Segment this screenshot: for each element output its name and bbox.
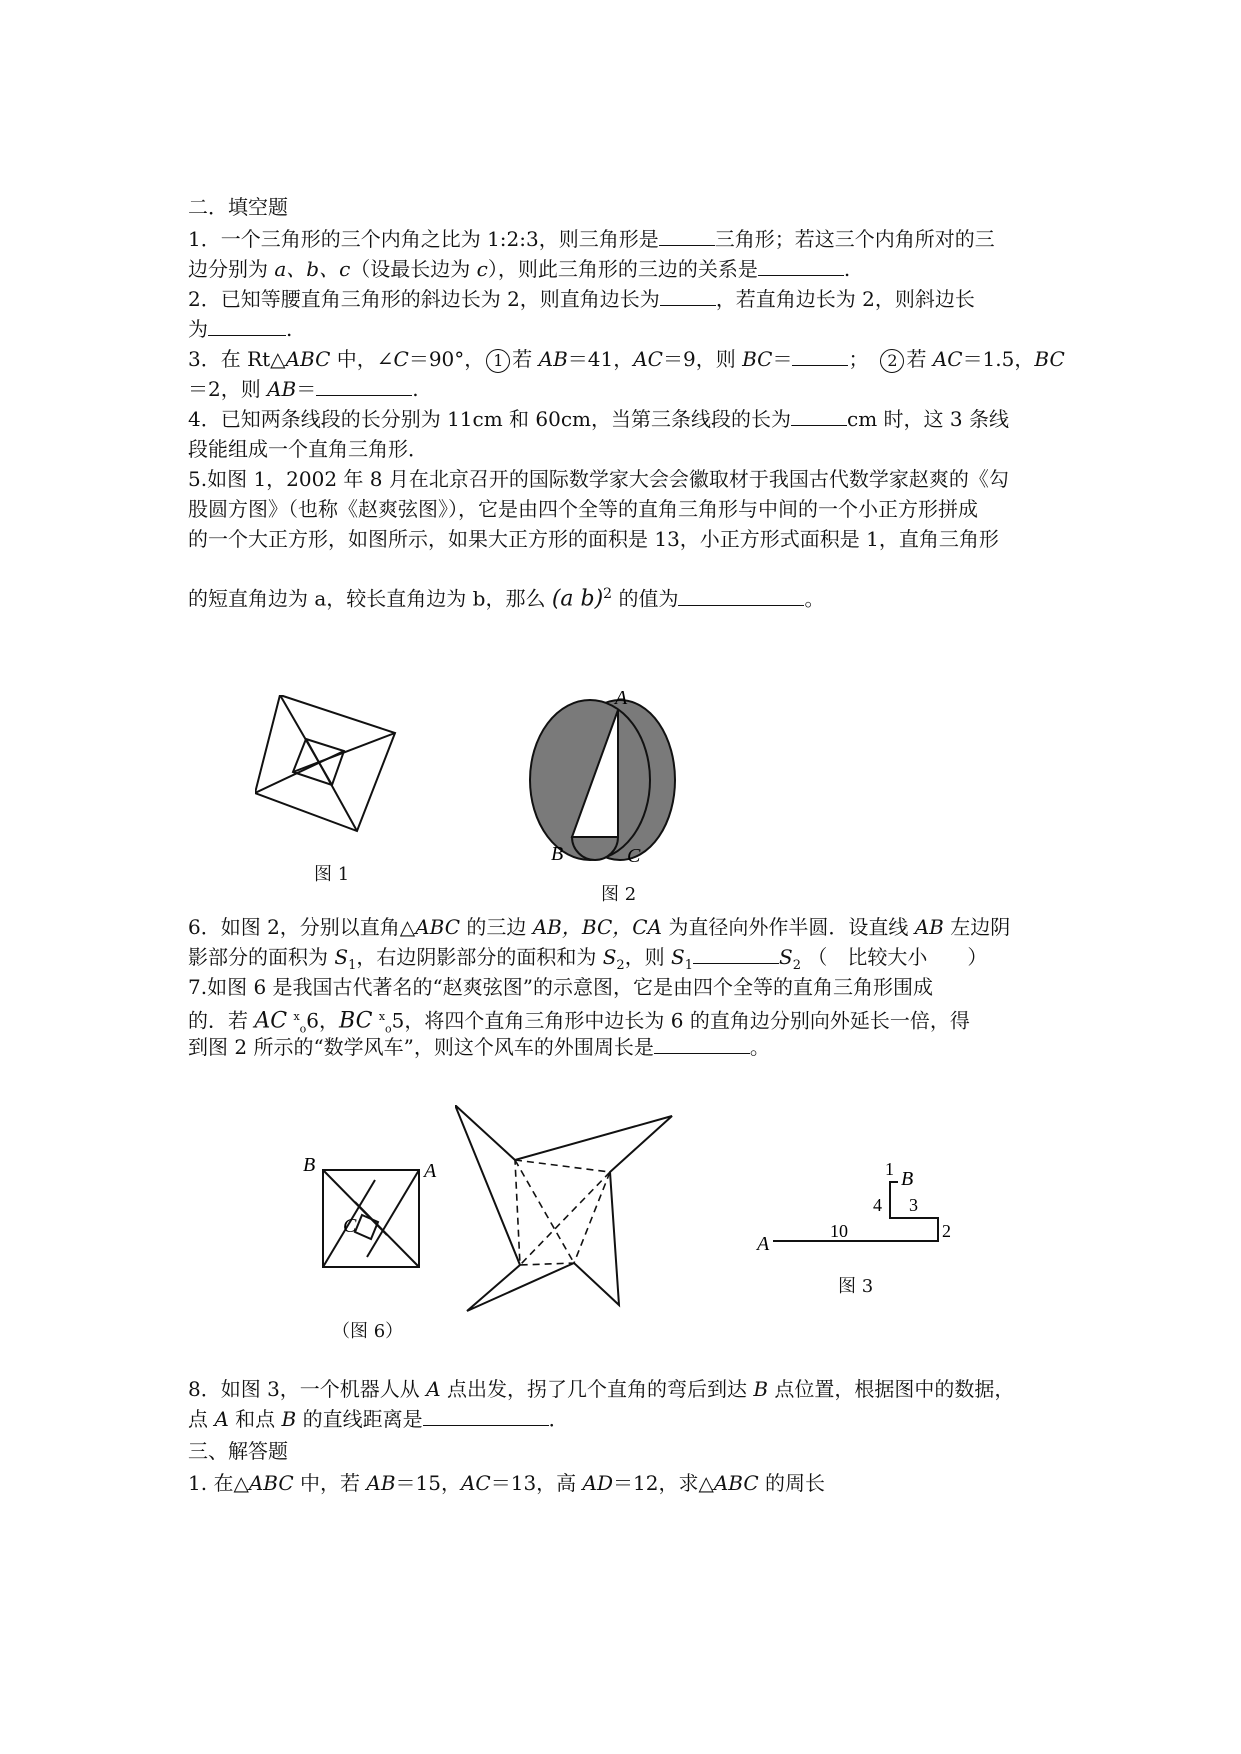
figure-6-caption: （图 6） bbox=[332, 1321, 404, 1342]
answer-blank[interactable] bbox=[791, 405, 847, 426]
answer-blank[interactable] bbox=[654, 1033, 750, 1054]
figure-6-square bbox=[300, 1152, 440, 1282]
question-2-line-1: 2．已知等腰直角三角形的斜边长为 2，则直角边长为 ，若直角边长为 2，则斜边长 bbox=[188, 287, 975, 311]
label-3: 3 bbox=[909, 1195, 918, 1215]
question-4-line-1: 4．已知两条线段的长分别为 11cm 和 60cm，当第三条线段的长为 cm 时，这 3 条线 bbox=[188, 407, 1009, 431]
section-solve-title: 三、解答题 bbox=[188, 1439, 288, 1463]
question-4-line-2: 段能组成一个直角三角形． bbox=[188, 437, 428, 461]
figure-2-caption: 图 2 bbox=[601, 884, 637, 905]
answer-blank[interactable] bbox=[693, 943, 779, 964]
question-7-line-1: 7.如图 6 是我国古代著名的“赵爽弦图”的示意图，它是由四个全等的直角三角形围成 bbox=[188, 975, 933, 999]
label-4: 4 bbox=[873, 1195, 882, 1215]
label-2: 2 bbox=[942, 1221, 951, 1241]
question-7-line-3: 到图 2 所示的“数学风车”，则这个风车的外围周长是 。 bbox=[188, 1035, 770, 1059]
question-3-line-1: 3．在 Rt△ABC 中，∠C＝90°， 1 若 AB＝41，AC＝9，则 BC＝ ； 2 若 AC＝1.5，BC bbox=[188, 347, 1065, 371]
label-A: A bbox=[615, 690, 628, 709]
label-A: A bbox=[757, 1233, 770, 1255]
answer-blank[interactable] bbox=[208, 315, 286, 336]
label-10: 10 bbox=[830, 1221, 848, 1241]
figure-math-windmill bbox=[455, 1105, 680, 1325]
label-A: A bbox=[424, 1160, 437, 1182]
answer-blank[interactable] bbox=[316, 375, 412, 396]
question-1-line-1: 1．一个三角形的三个内角之比为 1:2:3，则三角形是 三角形；若这三个内角所对的三 bbox=[188, 227, 995, 251]
math-expression: (a b) bbox=[551, 586, 604, 612]
figure-3-robot-path bbox=[745, 1150, 960, 1265]
question-5-line-4: 的短直角边为 a，较长直角边为 b，那么 (a b)$^2$ 的值为 。 bbox=[188, 586, 825, 612]
label-C: C bbox=[343, 1215, 357, 1237]
question-5-line-3: 的一个大正方形，如图所示，如果大正方形的面积是 13，小正方形式面积是 1，直角三角形 bbox=[188, 527, 999, 551]
question-8-line-2: 点 A 和点 B 的直线距离是 ． bbox=[188, 1407, 569, 1431]
question-6-line-1: 6．如图 2，分别以直角△ABC 的三边 AB，BC，CA 为直径向外作半圆．设直线 AB 左边阴 bbox=[188, 915, 1011, 939]
question-5-line-2: 股圆方图》（也称《赵爽弦图》），它是由四个全等的直角三角形与中间的一个小正方形拼成 bbox=[188, 497, 978, 521]
label-C: C bbox=[627, 845, 641, 867]
figure-1-caption: 图 1 bbox=[314, 864, 350, 885]
question-7-line-2: 的．若 AC $^x_o$6，BC $^x_o$5，将四个直角三角形中边长为 6 的直角边分别向外延长一倍，得 bbox=[188, 1008, 970, 1036]
label-1: 1 bbox=[885, 1159, 894, 1179]
answer-blank[interactable] bbox=[758, 255, 844, 276]
label-B: B bbox=[303, 1154, 316, 1176]
answer-blank[interactable] bbox=[423, 1405, 549, 1426]
figure-1-zhao-shuang-square bbox=[255, 695, 415, 835]
figure-3-caption: 图 3 bbox=[838, 1276, 874, 1297]
section-fill-blank-title: 二．填空题 bbox=[188, 195, 288, 219]
question-2-line-2: 为 . bbox=[188, 317, 293, 341]
label-B: B bbox=[551, 843, 564, 865]
label-B: B bbox=[901, 1168, 914, 1190]
answer-blank[interactable] bbox=[792, 345, 848, 366]
figure-2-semicircles bbox=[525, 690, 695, 870]
answer-blank[interactable] bbox=[659, 225, 715, 246]
question-5-line-1: 5.如图 1，2002 年 8 月在北京召开的国际数学家大会会徽取材于我国古代数学家赵爽的《勾 bbox=[188, 467, 1009, 491]
question-8-line-1: 8．如图 3，一个机器人从 A 点出发，拐了几个直角的弯后到达 B 点位置，根据图中的数据， bbox=[188, 1377, 1015, 1401]
problem-1: 1. 在△ABC 中，若 AB＝15，AC＝13，高 AD＝12，求△ABC 的周长 bbox=[188, 1471, 826, 1495]
question-6-line-2: 影部分的面积为 $S_1$，右边阴影部分的面积和为 $S_2$，则 $S_1$ $S_2$ （ 比较大小 ） bbox=[188, 945, 988, 973]
question-3-line-2: ＝2，则 AB＝ . bbox=[188, 377, 419, 401]
answer-blank[interactable] bbox=[660, 285, 716, 306]
answer-blank[interactable] bbox=[678, 585, 804, 606]
question-1-line-2: 边分别为 a、b、c（设最长边为 c），则此三角形的三边的关系是 . bbox=[188, 257, 851, 281]
